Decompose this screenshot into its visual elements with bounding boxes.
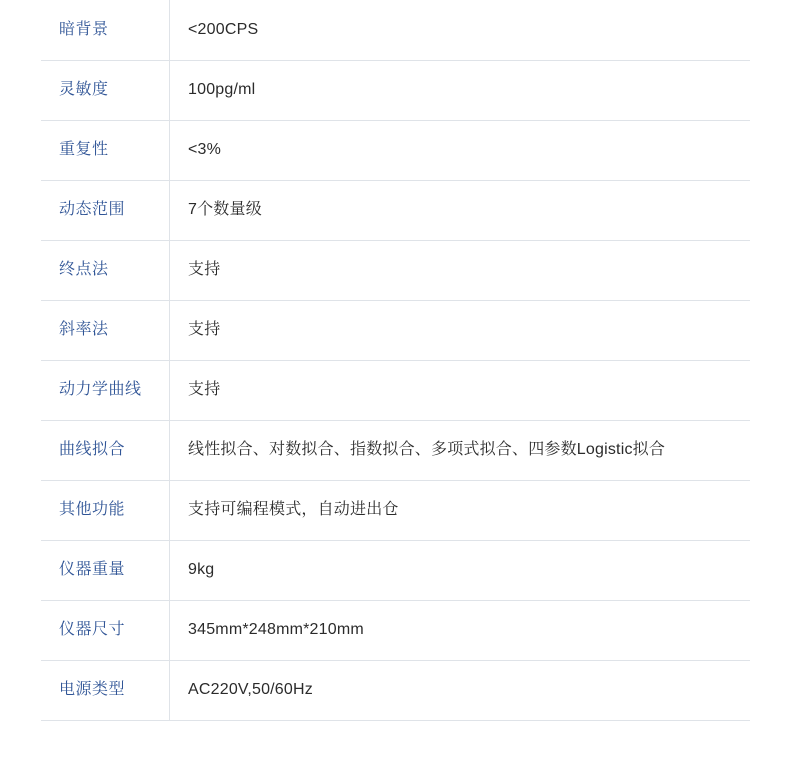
spec-value: 支持可编程模式，自动进出仓 — [170, 480, 751, 540]
table-row — [41, 480, 750, 540]
spec-label: 动力学曲线 — [41, 360, 170, 420]
table-row — [41, 120, 750, 180]
spec-label: 仪器重量 — [41, 540, 170, 600]
spec-label: 终点法 — [41, 240, 170, 300]
spec-label: 电源类型 — [41, 660, 170, 720]
table-row — [41, 240, 750, 300]
spec-value: 支持 — [170, 360, 751, 420]
table-row — [41, 60, 750, 120]
spec-label: 斜率法 — [41, 300, 170, 360]
spec-label: 动态范围 — [41, 180, 170, 240]
table-row — [41, 600, 750, 660]
table-row — [41, 360, 750, 420]
table-row — [41, 180, 750, 240]
table-row — [41, 300, 750, 360]
specifications-table-body — [41, 0, 750, 720]
table-row — [41, 660, 750, 720]
spec-value: 345mm*248mm*210mm — [170, 600, 751, 660]
spec-value: 9kg — [170, 540, 751, 600]
specifications-table — [41, 0, 750, 721]
spec-value: 线性拟合、对数拟合、指数拟合、多项式拟合、四参数Logistic拟合 — [170, 420, 751, 480]
spec-value: 支持 — [170, 240, 751, 300]
table-row — [41, 0, 750, 60]
spec-value: 100pg/ml — [170, 60, 751, 120]
spec-label: 暗背景 — [41, 0, 170, 60]
spec-label: 曲线拟合 — [41, 420, 170, 480]
spec-value: 7个数量级 — [170, 180, 751, 240]
spec-value: <200CPS — [170, 0, 751, 60]
specifications-table-container — [41, 0, 750, 721]
spec-label: 其他功能 — [41, 480, 170, 540]
spec-value: <3% — [170, 120, 751, 180]
spec-value: AC220V,50/60Hz — [170, 660, 751, 720]
table-row — [41, 540, 750, 600]
spec-label: 仪器尺寸 — [41, 600, 170, 660]
spec-label: 重复性 — [41, 120, 170, 180]
spec-label: 灵敏度 — [41, 60, 170, 120]
table-row — [41, 420, 750, 480]
spec-value: 支持 — [170, 300, 751, 360]
